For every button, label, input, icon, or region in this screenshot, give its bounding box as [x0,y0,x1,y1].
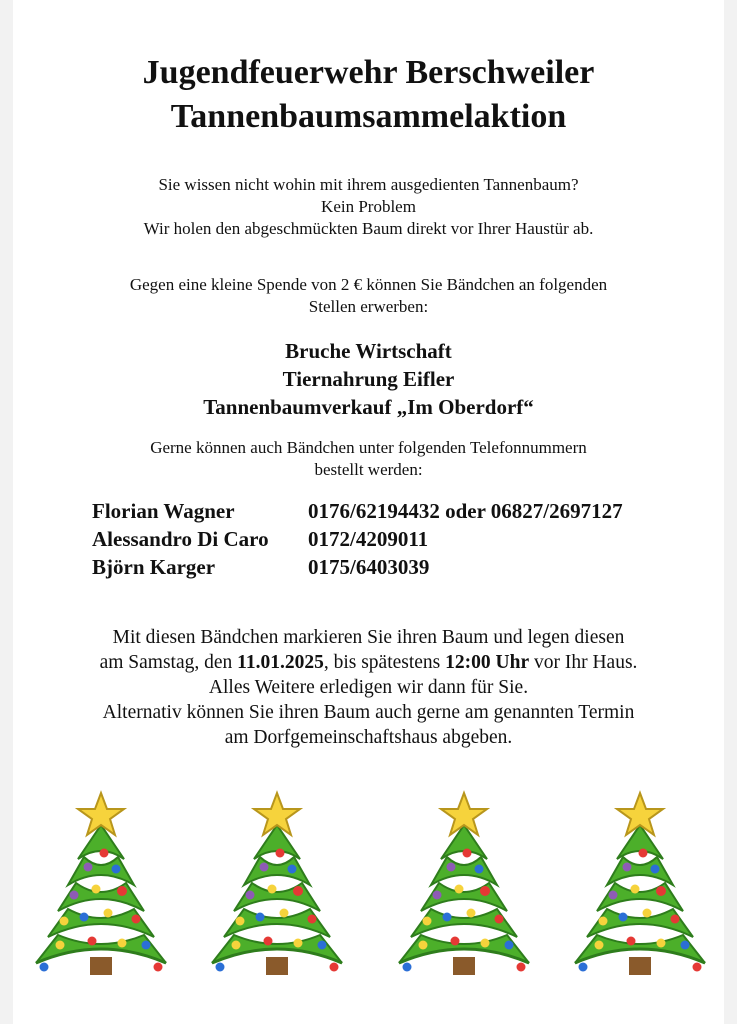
christmas-tree-icon [202,785,352,985]
place-2: Tiernahrung Eifler [282,367,455,391]
instructions-line-2-a: am Samstag, den [99,652,238,673]
phone-intro-line-1: Gerne können auch Bändchen unter folgenden Telefonnummern [150,438,587,457]
donation-line-2: Stellen erwerben: [308,297,429,316]
contact-name: Alessandro Di Caro [92,527,269,551]
instructions-line-5: am Dorfgemeinschaftshaus abgeben. [224,727,513,748]
instructions-line-1: Mit diesen Bändchen markieren Sie ihren Baum und legen diesen [112,627,625,648]
instructions-text [13,625,724,750]
intro-line-3: Wir holen den abgeschmückten Baum direkt vor Ihrer Haustür ab. [143,219,594,238]
contact-list [92,497,623,581]
contact-name: Florian Wagner [92,499,235,523]
instructions-line-4: Alternativ können Sie ihren Baum auch gerne am genannten Termin [102,702,635,723]
place-1: Bruche Wirtschaft [285,339,452,363]
intro-line-1: Sie wissen nicht wohin mit ihrem ausgedienten Tannenbaum? [158,175,579,194]
contact-row [92,525,623,553]
contact-phone: 0175/6403039 [308,555,430,579]
christmas-tree-icon [389,785,539,985]
christmas-tree-icon [565,785,715,985]
pickup-date: 11.01.2025 [237,652,324,673]
title-line-2: Tannenbaumsammelaktion [170,98,567,135]
christmas-tree-row [13,785,724,985]
instructions-line-2-c: vor Ihr Haus. [529,652,638,673]
instructions-line-2-b: , bis spätestens [323,652,446,673]
phone-intro-text [13,437,724,481]
donation-text [13,274,724,318]
contact-row [92,497,623,525]
contact-phone: 0172/4209011 [308,527,429,551]
christmas-tree-icon [26,785,176,985]
sales-places [13,337,724,421]
donation-line-1: Gegen eine kleine Spende von 2 € können Sie Bändchen an folgenden [129,275,608,294]
contact-row [92,553,623,581]
instructions-line-3: Alles Weitere erledigen wir dann für Sie. [208,677,529,698]
contact-phone: 0176/62194432 oder 06827/2697127 [308,499,623,523]
place-3: Tannenbaumverkauf „Im Oberdorf“ [203,395,534,419]
contact-name: Björn Karger [92,555,216,579]
flyer-page [13,0,724,1024]
pickup-time: 12:00 Uhr [445,652,530,673]
phone-intro-line-2: bestellt werden: [314,460,423,479]
intro-text [13,174,724,240]
intro-line-2: Kein Problem [321,197,416,216]
title-line-1: Jugendfeuerwehr Berschweiler [142,54,595,91]
instructions-line-2 [13,650,724,675]
